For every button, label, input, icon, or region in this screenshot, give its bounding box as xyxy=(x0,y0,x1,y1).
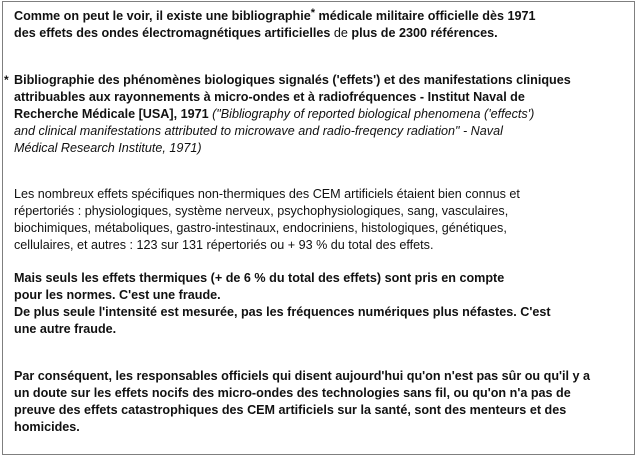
intro-text-2: médicale militaire officielle dès 1971 des effets des ondes électromagnétiques artificielles xyxy=(14,9,536,40)
fraud-text-1: Mais seuls les effets thermiques (+ de 6 % du total des effets) sont pris en compte pour les normes. C'est une fraude. xyxy=(14,271,505,302)
intro-text-1: Comme on peut le voir, il existe une bibliographie xyxy=(14,9,311,23)
footnote-star: * xyxy=(4,73,9,87)
conclusion-paragraph: Par conséquent, les responsables officiels qui disent aujourd'hui qu'on n'est pas sûr ou qu'il y a un doute sur les effets nocifs des micro-ondes des technologies sans fil, ou qu'on n'a pas de preuve des effets catastrophiques des CEM artificiels sur la santé, sont des menteurs et des homicides. xyxy=(14,369,591,434)
fraud-text-2: De plus seule l'intensité est mesurée, pas les fréquences numériques plus néfastes. C'est une autre fraude. xyxy=(14,305,551,336)
fraud-paragraph xyxy=(14,270,551,338)
intro-text-4: plus de 2300 références. xyxy=(351,26,498,40)
intro-paragraph xyxy=(14,8,536,42)
footnote-marker: * xyxy=(310,7,315,19)
footnote-title: Bibliographie des phénomènes biologiques signalés ('effets') et des manifestations cliniques attribuables aux rayonnements à micro-ondes et à radiofréquences - Institut Naval de Recherche Médicale [USA], 1971 xyxy=(14,73,571,121)
footnote-paragraph xyxy=(14,72,571,157)
footnote-english: ("Bibliography of reported biological phenomena ('effects') and clinical manifestations attributed to microwave and radio-freqency radiation" - Naval Médical Research Institute, 1971) xyxy=(14,107,535,155)
effects-paragraph: Les nombreux effets spécifiques non-thermiques des CEM artificiels étaient bien connus et répertoriés : physiologiques, système nerveux, psychophysiologiques, sang, vasculaires, biochimiques, métaboliques, gastro-intestinaux, endocriniens, histologiques, génétiques, cellulaires, et autres : 123 sur 131 répertoriés ou + 93 % du total des effets. xyxy=(14,187,520,252)
intro-text-3: de xyxy=(330,26,352,40)
